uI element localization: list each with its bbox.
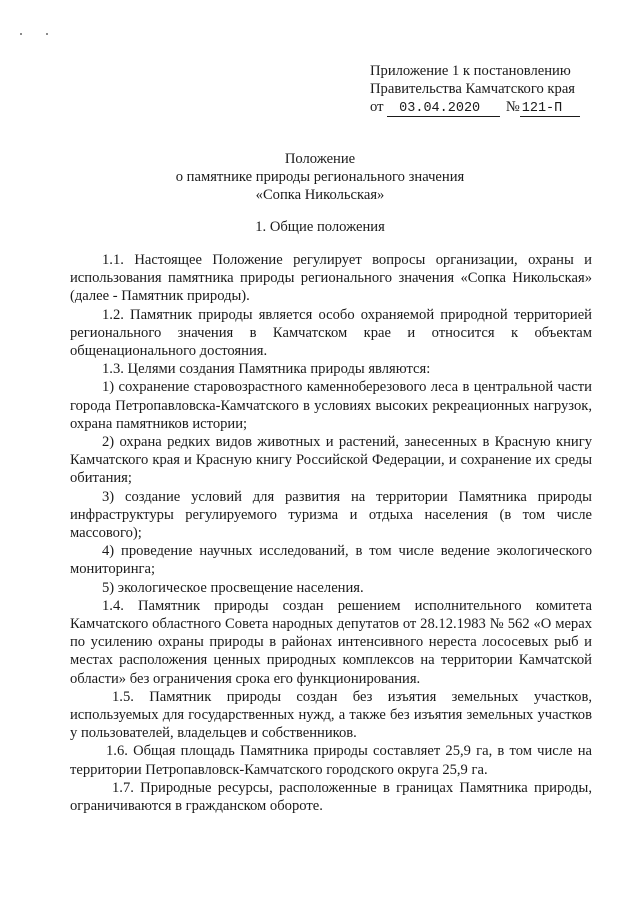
approval-date-line (370, 98, 580, 117)
list-item-3: 3) создание условий для развития на территории Памятника природы инфраструктуры регулируемого туризма и отдыха населения (в том числе массового); (70, 488, 592, 542)
scan-speck (46, 33, 48, 35)
title-line-1: Положение (284, 151, 356, 167)
approval-number-label: № (505, 99, 520, 115)
approval-from-label: от (370, 99, 384, 115)
approval-date: 03.04.2020 (387, 102, 500, 117)
list-item-1: 1) сохранение старовозрастного каменноберезового леса в центральной части города Петропавловска-Камчатского в условиях высоких рекреационных нагрузок, охрана памятников истории; (70, 379, 592, 432)
document-title (0, 150, 640, 204)
title-line-2: о памятнике природы регионального значения (175, 169, 465, 185)
paragraph-1-4: 1.4. Памятник природы создан решением исполнительного комитета Камчатского областного Совета народных депутатов от 28.12.1983 № 562 «О мерах по усилению охраны природы в районах интенсивного нереста лососевых рыб и местах расположения ценных природных комплексов на территории Камчатской области» без ограничения срока его функционирования. (70, 597, 592, 687)
list-item-4: 4) проведение научных исследований, в том числе ведение экологического мониторинга; (70, 543, 592, 578)
approval-line-2: Правительства Камчатского края (370, 81, 576, 97)
scan-speck (20, 33, 22, 35)
approval-number: 121-П (520, 102, 581, 117)
paragraph-1-1: 1.1. Настоящее Положение регулирует вопросы организации, охраны и использования памятника природы регионального значения «Сопка Никольская» (далее - Памятник природы). (70, 252, 592, 305)
paragraph-1-3: 1.3. Целями создания Памятника природы являются: (102, 361, 431, 378)
list-item-5: 5) экологическое просвещение населения. (102, 579, 364, 596)
paragraph-1-6: 1.6. Общая площадь Памятника природы составляет 25,9 га, в том числе на территории Петропавловск-Камчатского городского округа 25,9 га. (70, 743, 592, 778)
section-title: 1. Общие положения (255, 219, 385, 235)
approval-stamp (370, 62, 580, 117)
paragraph-1-2: 1.2. Памятник природы является особо охраняемой природной территорией регионального значения в Камчатском крае и относится к объектам общенационального достояния. (70, 306, 592, 360)
paragraph-1-5: 1.5. Памятник природы создан без изъятия земельных участков, используемых для государственных нужд, а также без изъятия земельных участков у пользователей, владельцев и собственников. (70, 688, 592, 742)
document-body (70, 251, 592, 815)
approval-line-1: Приложение 1 к постановлению (370, 63, 571, 79)
list-item-2: 2) охрана редких видов животных и растений, занесенных в Красную книгу Камчатского края и Красную книгу Российской Федерации, и сохранение их среды обитания; (70, 434, 592, 487)
title-line-3: «Сопка Никольская» (255, 187, 385, 203)
paragraph-1-7: 1.7. Природные ресурсы, расположенные в границах Памятника природы, ограничиваются в гражданском обороте. (70, 779, 592, 815)
